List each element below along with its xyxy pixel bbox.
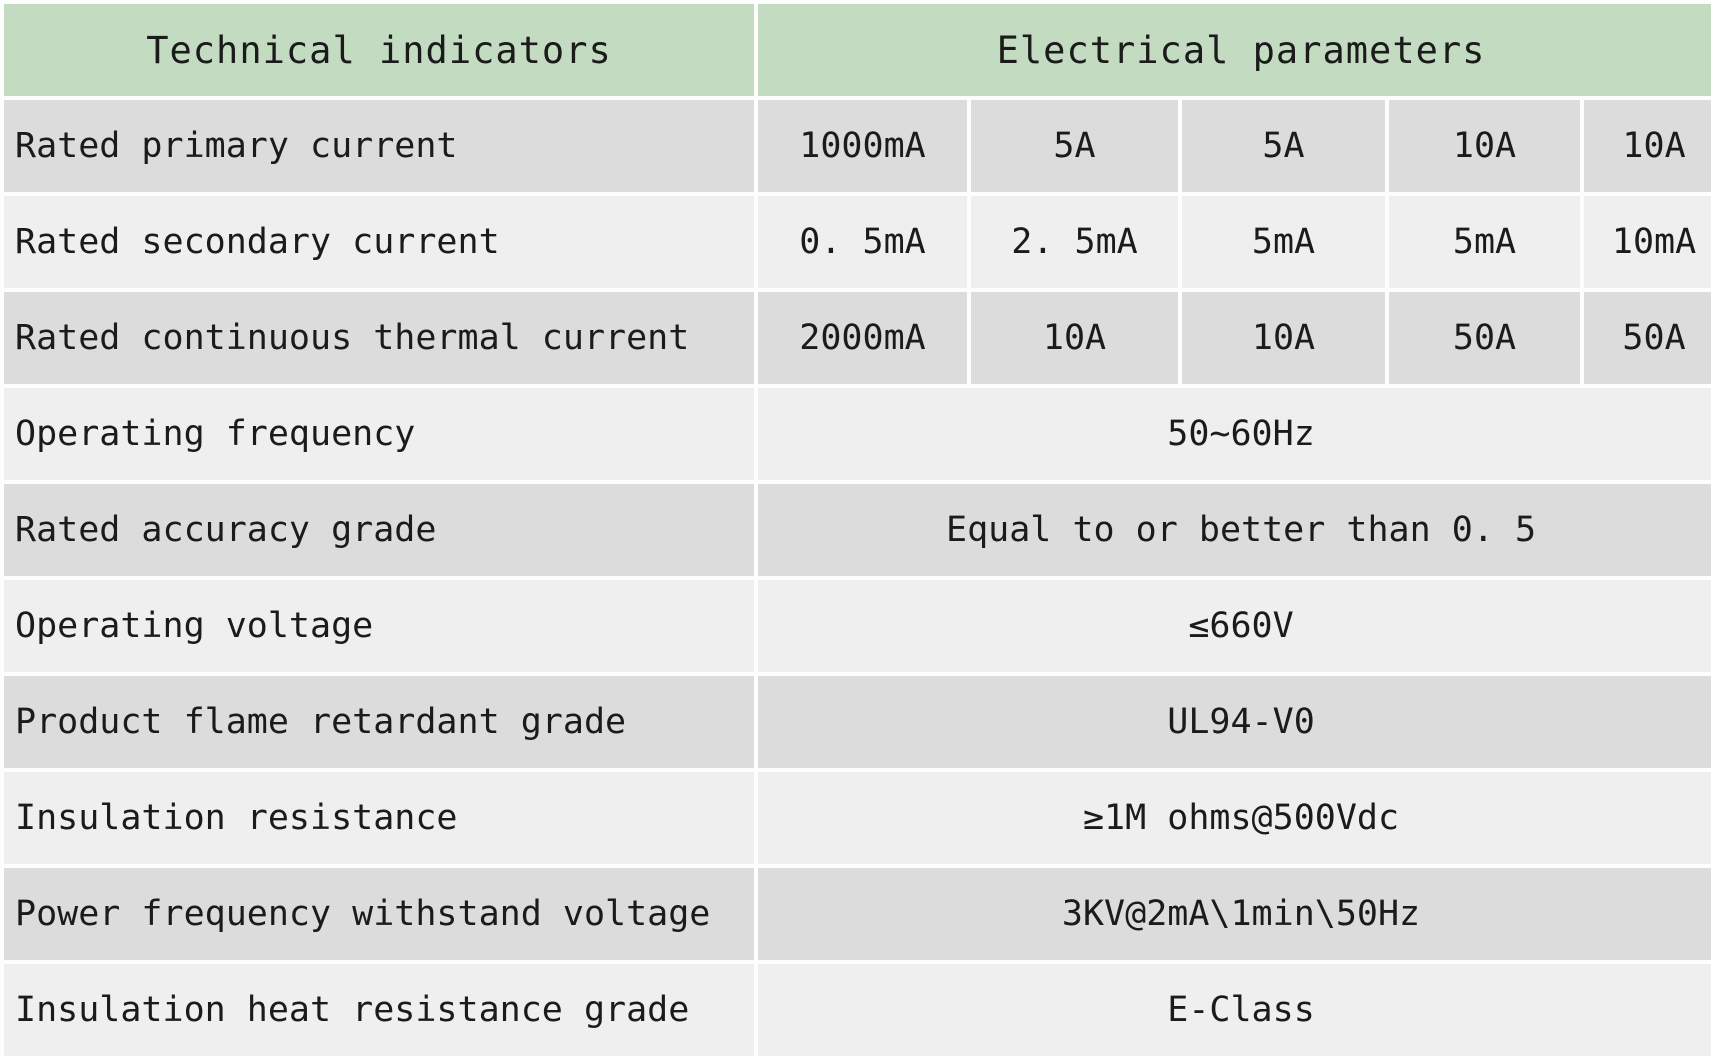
value-cell: 5A: [971, 100, 1178, 192]
table-row: [4, 676, 1711, 768]
table-header-row: [4, 4, 1711, 96]
table-row: [4, 772, 1711, 864]
value-cell: 5mA: [1182, 196, 1385, 288]
table-row: [4, 292, 1711, 384]
value-cell: 50A: [1389, 292, 1580, 384]
column-header-technical-indicators: Technical indicators: [4, 4, 754, 96]
spanned-value-cell: 3KV@2mA\1min\50Hz: [758, 868, 1711, 960]
spanned-value-cell: 50~60Hz: [758, 388, 1711, 480]
row-label: Power frequency withstand voltage: [4, 868, 754, 960]
spanned-value-cell: ≥1M ohms@500Vdc: [758, 772, 1711, 864]
row-label: Insulation heat resistance grade: [4, 964, 754, 1056]
value-cell: 0. 5mA: [758, 196, 967, 288]
row-label: Rated accuracy grade: [4, 484, 754, 576]
row-label: Rated secondary current: [4, 196, 754, 288]
table-row: [4, 388, 1711, 480]
value-cell: 2000mA: [758, 292, 967, 384]
value-cell: 5mA: [1389, 196, 1580, 288]
row-label: Product flame retardant grade: [4, 676, 754, 768]
value-cell: 5A: [1182, 100, 1385, 192]
row-label: Rated continuous thermal current: [4, 292, 754, 384]
spanned-value-cell: UL94-V0: [758, 676, 1711, 768]
value-cell: 10mA: [1584, 196, 1711, 288]
table-row: [4, 196, 1711, 288]
value-cell: 50A: [1584, 292, 1711, 384]
spanned-value-cell: Equal to or better than 0. 5: [758, 484, 1711, 576]
table-row: [4, 964, 1711, 1056]
value-cell: 2. 5mA: [971, 196, 1178, 288]
row-label: Operating voltage: [4, 580, 754, 672]
spanned-value-cell: E-Class: [758, 964, 1711, 1056]
value-cell: 10A: [971, 292, 1178, 384]
value-cell: 10A: [1584, 100, 1711, 192]
row-label: Operating frequency: [4, 388, 754, 480]
table-row: [4, 484, 1711, 576]
row-label: Insulation resistance: [4, 772, 754, 864]
row-label: Rated primary current: [4, 100, 754, 192]
value-cell: 1000mA: [758, 100, 967, 192]
value-cell: 10A: [1389, 100, 1580, 192]
table-row: [4, 100, 1711, 192]
spanned-value-cell: ≤660V: [758, 580, 1711, 672]
column-header-electrical-parameters: Electrical parameters: [758, 4, 1711, 96]
value-cell: 10A: [1182, 292, 1385, 384]
table-row: [4, 580, 1711, 672]
table-row: [4, 868, 1711, 960]
